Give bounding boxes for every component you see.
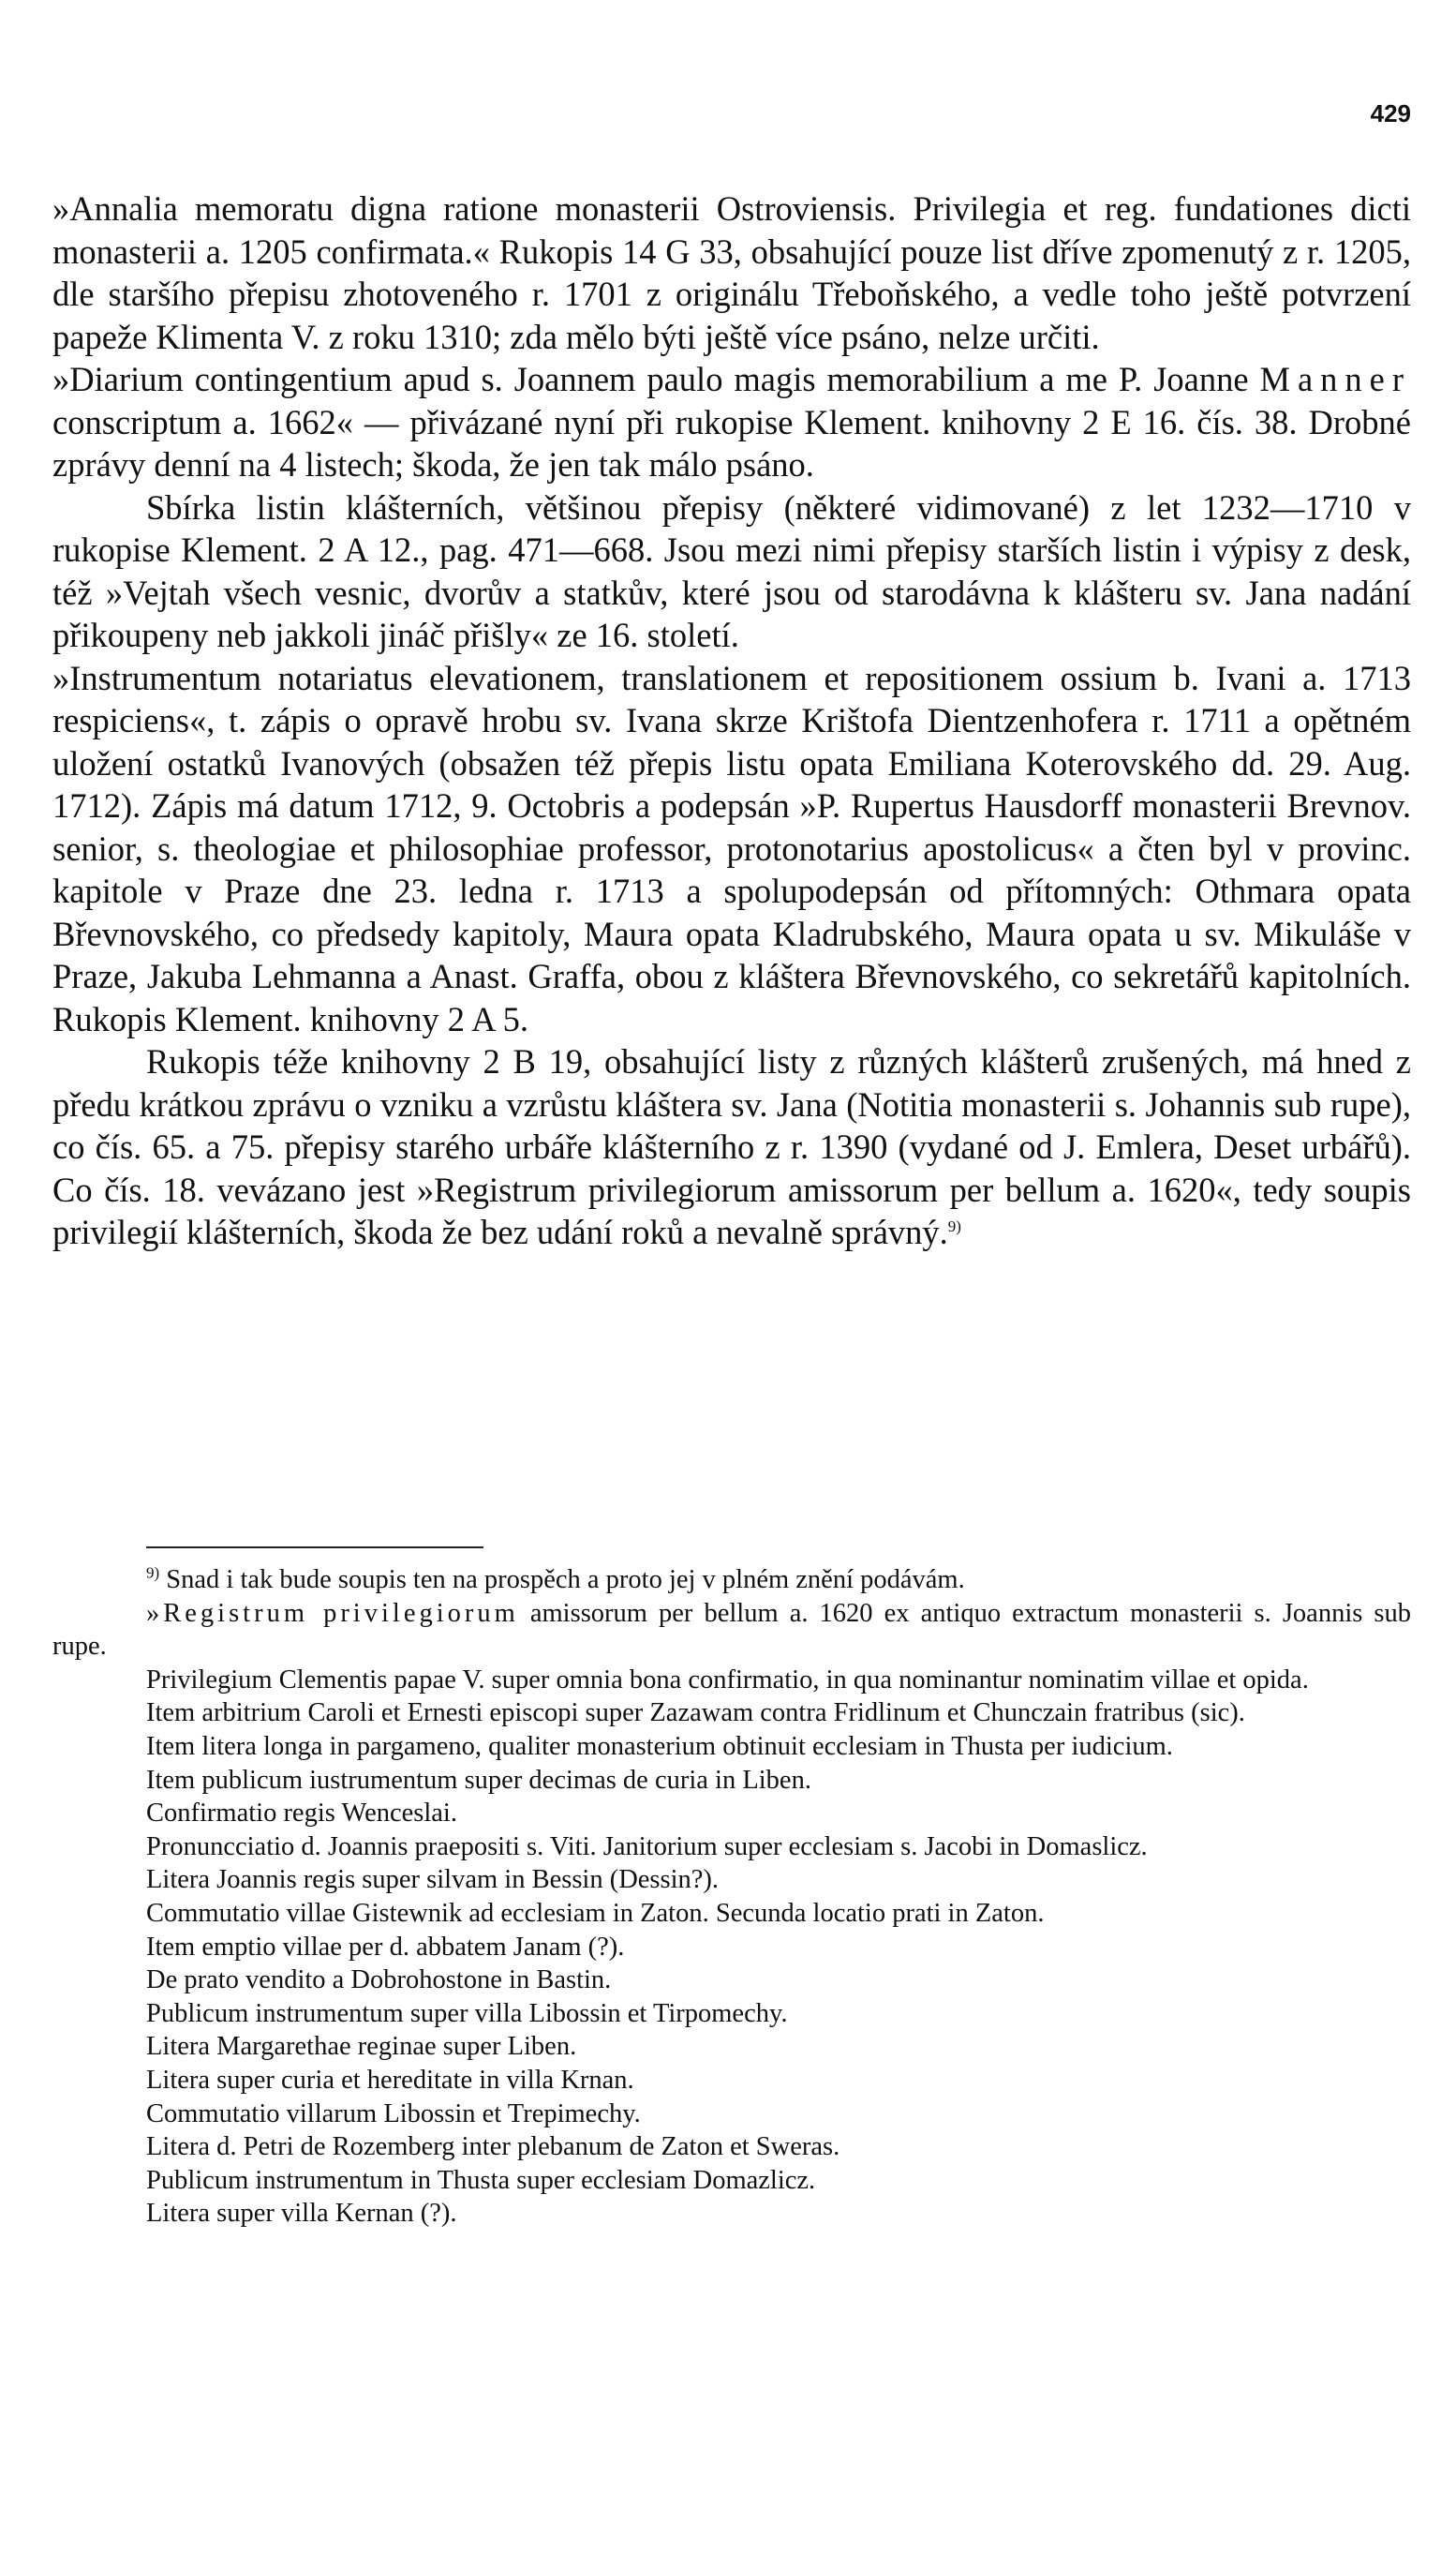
diarium-text-before: »Diarium contingentium apud s. Joannem paulo magis memorabilium a me P. Joanne <box>52 360 1260 398</box>
register-entry: Commutatio villarum Libossin et Trepimechy. <box>146 2098 641 2128</box>
register-entry: Privilegium Clementis papae V. super omnia bona confirmatio, in qua nominantur nominatim villae et opida. <box>146 1665 1309 1695</box>
register-entry: Publicum instrumentum in Thusta super ecclesiam Domazlicz. <box>146 2165 816 2195</box>
paragraph-sbirka: Sbírka listin klášterních, většinou přepisy (některé vidimované) z let 1232—1710 v rukopise Klement. 2 A 12., pag. 471—668. Jsou mezi nimi přepisy starších listin i výpisy z desk, též »Vejtah všech vesnic, dvorův a statkův, které jsou od starodávna k klášteru sv. Jana nadání přikoupeny neb jakkoli jináč přišly« ze 16. století. <box>52 487 1411 654</box>
diarium-text-after: conscriptum a. 1662« — přivázané nyní při rukopise Klement. knihovny 2 E 16. čís. 38. Drobné zprávy denní na 4 listech; škoda, že jen tak málo psáno. <box>52 402 1411 484</box>
register-entry: Item arbitrium Caroli et Ernesti episcopi super Zazawam contra Fridlinum et Chunczain fratribus (sic). <box>146 1698 1245 1728</box>
register-entry: Commutatio villae Gistewnik ad ecclesiam in Zaton. Secunda locatio prati in Zaton. <box>146 1898 1045 1928</box>
register-entry: Item litera longa in pargameno, qualiter monasterium obtinuit ecclesiam in Thusta per iudicium. <box>146 1731 1173 1761</box>
paragraph-annalia: »Annalia memoratu digna ratione monasterii Ostroviensis. Privilegia et reg. fundationes dicti monasterii a. 1205 confirmata.« Rukopis 14 G 33, obsahující pouze list dříve zpomenutý z r. 1205, dle staršího přepisu zhotoveného r. 1701 z originálu Třeboňského, a vedle toho ještě potvrzení papeže Klimenta V. z roku 1310; zda mělo býti ještě více psáno, nelze určiti. <box>52 189 1411 356</box>
register-entry: De prato vendito a Dobrohostone in Bastin. <box>146 1965 612 1995</box>
register-entry: Item emptio villae per d. abbatem Janam (?). <box>146 1932 625 1962</box>
paragraph-diarium <box>52 358 1411 486</box>
main-text <box>52 187 1411 1254</box>
page-number: 429 <box>1370 99 1411 127</box>
register-entry: Item publicum iustrumentum super decimas de curia in Liben. <box>146 1765 811 1795</box>
rukopis-text: Rukopis téže knihovny 2 B 19, obsahující listy z různých klášterů zrušených, má hned z předu krátkou zprávu o vzniku a vzrůstu kláštera sv. Jana (Notitia monasterii s. Johannis sub rupe), co čís. 65. a 75. přepisy starého urbáře klášterního z r. 1390 (vydané od J. Emlera, Deset urbářů). Co čís. 18. vevázano jest »Registrum privilegiorum amissorum per bellum a. 1620«, tedy soupis privilegií klášterních, škoda že bez udání roků a nevalně správný. <box>52 1042 1411 1251</box>
register-entry: Confirmatio regis Wenceslai. <box>146 1799 457 1829</box>
author-name-spaced: Manner <box>1259 360 1411 398</box>
register-entry: Litera d. Petri de Rozemberg inter plebanum de Zaton et Sweras. <box>146 2132 840 2162</box>
register-entry: Litera Margarethae reginae super Liben. <box>146 2032 577 2062</box>
footnote-mark: 9) <box>146 1563 160 1582</box>
paragraph-instrumentum: »Instrumentum notariatus elevationem, translationem et repositionem ossium b. Ivani a. 1713 respiciens«, t. zápis o opravě hrobu sv. Ivana skrze Krištofa Dientzenhofera r. 1711 a opětném uložení ostatků Ivanových (obsažen též přepis listu opata Emiliana Koterovského dd. 29. Aug. 1712). Zápis má datum 1712, 9. Octobris a podepsán »P. Rupertus Hausdorff monasterii Brevnov. senior, s. theologiae et philosophiae professor, protonotarius apostolicus« a čten byl v provinc. kapitole v Praze dne 23. ledna r. 1713 a spolupodepsán od přítomných: Othmara opata Břevnovského, co předsedy kapitoly, Maura opata Kladrubského, Maura opata u sv. Mikuláše v Praze, Jakuba Lehmanna a Anast. Graffa, obou z kláštera Břevnovského, co sekretářů kapitolních. Rukopis Klement. knihovny 2 A 5. <box>52 658 1411 1038</box>
register-title: »Registrum privilegiorum <box>146 1598 519 1628</box>
footnote-intro-text: Snad i tak bude soupis ten na prospěch a proto jej v plném znění podávám. <box>166 1565 965 1594</box>
register-title-rest: amissorum per bellum a. 1620 ex antiquo extractum monasterii s. Joannis sub rupe. <box>52 1598 1411 1662</box>
paragraph-rukopis <box>52 1040 1411 1254</box>
register-entry: Litera Joannis regis super silvam in Bessin (Dessin?). <box>146 1865 720 1895</box>
register-entry: Publicum instrumentum super villa Libossin et Tirpomechy. <box>146 1998 788 2028</box>
register-entry: Litera super villa Kernan (?). <box>146 2199 457 2229</box>
footnote-block <box>52 1563 1411 2231</box>
register-heading <box>52 1597 1411 1664</box>
footnote-divider <box>146 1546 483 1548</box>
footnote-intro <box>52 1563 1411 1597</box>
footnote-reference: 9) <box>947 1217 961 1235</box>
register-entry: Pronuncciatio d. Joannis praepositi s. Viti. Janitorium super ecclesiam s. Jacobi in Domaslicz. <box>146 1831 1148 1861</box>
register-entry: Litera super curia et hereditate in villa Krnan. <box>146 2065 634 2095</box>
